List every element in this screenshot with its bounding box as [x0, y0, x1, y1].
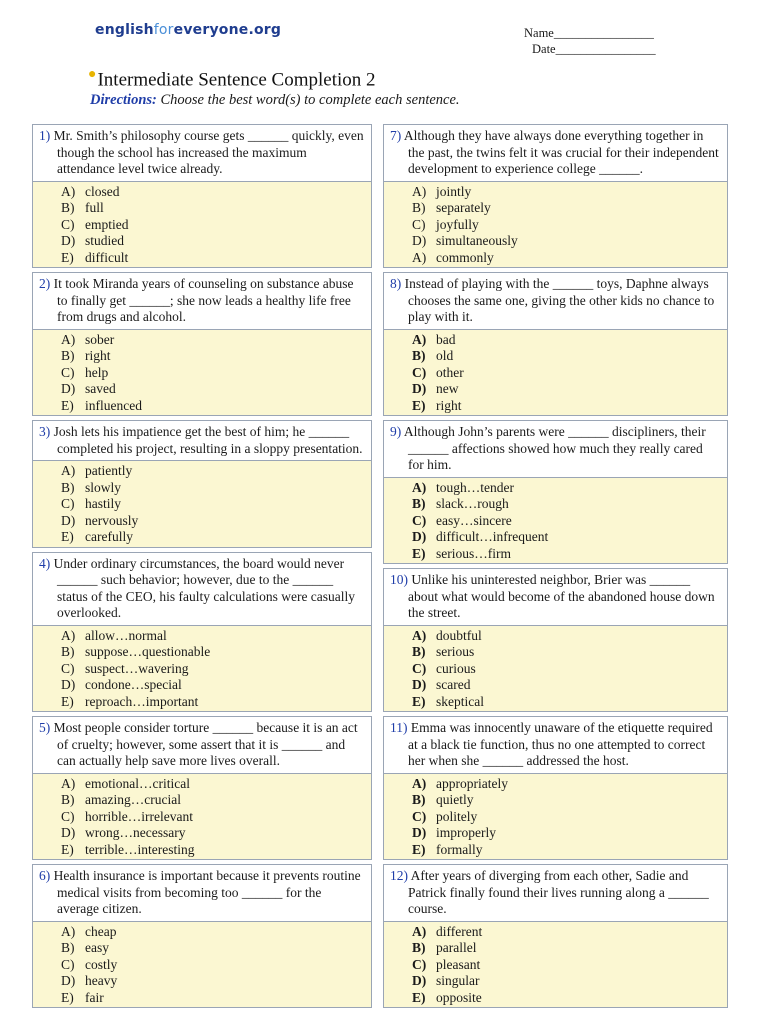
option-letter: A)	[412, 183, 427, 199]
directions-label: Directions:	[90, 92, 157, 108]
directions-text: Choose the best word(s) to complete each sentence.	[160, 92, 460, 108]
answer-option[interactable]	[61, 792, 365, 809]
answer-option[interactable]	[412, 217, 721, 234]
option-text: simultaneously	[436, 233, 518, 248]
answer-option[interactable]	[61, 463, 365, 480]
question-text	[384, 125, 727, 182]
left-column	[32, 124, 372, 1012]
title-text: Intermediate Sentence Completion 2	[97, 69, 376, 91]
option-letter: D)	[412, 677, 427, 692]
answer-option[interactable]	[61, 348, 365, 365]
option-letter: C)	[61, 364, 75, 380]
answer-option[interactable]	[412, 348, 721, 365]
option-letter: D)	[412, 233, 427, 248]
question-text	[384, 717, 727, 774]
answer-option[interactable]	[412, 842, 721, 859]
question-sentence: Emma was innocently unaware of the etiquette required at a black tie function, thus no one attempted to correct her when she ______ addressed the host.	[408, 720, 713, 768]
question-text	[384, 273, 727, 330]
question-text	[384, 421, 727, 478]
question-number: 4)	[39, 555, 51, 571]
answer-option[interactable]	[412, 694, 721, 711]
question-number: 1)	[39, 128, 51, 143]
option-text: improperly	[436, 825, 496, 840]
answer-option[interactable]	[61, 694, 365, 711]
option-text: separately	[436, 200, 491, 215]
question-sentence: Although John’s parents were ______ discipliners, their ______ affections showed how much they really cared for him.	[403, 424, 706, 472]
question-sentence: Mr. Smith’s philosophy course gets ______ quickly, even though the school has increased the maximum attendance level twice already.	[53, 128, 364, 176]
question-block	[32, 124, 372, 268]
option-letter: C)	[61, 216, 75, 232]
answer-option[interactable]	[61, 480, 365, 497]
question-text	[384, 865, 727, 922]
option-letter: D)	[61, 381, 76, 396]
answer-option[interactable]	[412, 381, 721, 398]
question-block	[383, 124, 728, 268]
option-letter: B)	[412, 940, 426, 955]
option-letter: B)	[61, 348, 75, 363]
answer-options	[33, 922, 371, 1008]
answer-option[interactable]	[61, 677, 365, 694]
option-letter: B)	[61, 792, 75, 807]
answer-option[interactable]	[412, 184, 721, 201]
answer-option[interactable]	[61, 990, 365, 1007]
answer-options	[384, 774, 727, 860]
option-text: easy…sincere	[436, 512, 512, 528]
option-letter: E)	[412, 397, 426, 413]
option-letter: D)	[412, 529, 427, 544]
question-number: 6)	[39, 868, 51, 883]
question-block	[383, 716, 728, 860]
question-block	[383, 864, 728, 1008]
option-letter: A)	[61, 923, 76, 939]
question-number: 5)	[39, 720, 51, 735]
option-text: easy	[85, 940, 109, 955]
question-number: 2)	[39, 276, 51, 291]
answer-option[interactable]	[412, 250, 721, 267]
question-sentence: Instead of playing with the ______ toys, Daphne always chooses the same one, giving the other kids no chance to play with it.	[404, 276, 715, 324]
answer-option[interactable]	[61, 332, 365, 349]
option-letter: A)	[61, 463, 76, 478]
option-letter: D)	[61, 973, 76, 988]
question-block	[32, 864, 372, 1008]
option-letter: C)	[412, 660, 427, 676]
question-block	[383, 272, 728, 416]
question-number: 3)	[39, 424, 51, 439]
option-text: politely	[436, 808, 478, 824]
question-sentence: Josh lets his impatience get the best of him; he ______ completed his project, resulting in a sloppy presentation.	[53, 424, 363, 456]
answer-option[interactable]	[412, 973, 721, 990]
option-text: cheap	[85, 923, 117, 939]
answer-option[interactable]	[412, 529, 721, 546]
answer-options	[33, 774, 371, 860]
answer-options	[33, 626, 371, 712]
answer-option[interactable]	[61, 398, 365, 415]
option-text: heavy	[85, 973, 118, 988]
option-text: difficult	[85, 249, 129, 265]
answer-option[interactable]	[61, 184, 365, 201]
question-sentence: Although they have always done everything together in the past, the twins felt it was crucial for their independent development to experience college ______.	[403, 128, 719, 176]
option-text: emptied	[85, 216, 129, 232]
answer-option[interactable]	[61, 957, 365, 974]
option-text: influenced	[85, 397, 142, 413]
option-letter: A)	[412, 775, 427, 791]
option-letter: B)	[61, 479, 75, 495]
question-block	[383, 568, 728, 712]
option-text: formally	[436, 841, 483, 857]
answer-option[interactable]	[412, 990, 721, 1007]
answer-option[interactable]	[61, 644, 365, 661]
option-letter: A)	[61, 331, 76, 347]
option-letter: B)	[61, 940, 75, 955]
answer-option[interactable]	[412, 792, 721, 809]
question-sentence: It took Miranda years of counseling on substance abuse to finally get ______; she now leads a healthy life free from drugs and alcohol.	[53, 276, 354, 324]
question-text	[33, 273, 371, 330]
answer-option[interactable]	[61, 513, 365, 530]
answer-option[interactable]	[412, 200, 721, 217]
answer-option[interactable]	[61, 809, 365, 826]
option-letter: A)	[412, 923, 427, 939]
option-letter: E)	[61, 529, 74, 544]
option-letter: A)	[412, 627, 427, 643]
option-text: nervously	[85, 512, 139, 528]
option-text: scared	[436, 677, 471, 692]
date-field: Date________________	[532, 42, 656, 56]
option-text: new	[436, 381, 459, 396]
option-letter: E)	[61, 249, 74, 265]
question-block	[32, 272, 372, 416]
option-text: difficult…infrequent	[436, 529, 549, 544]
option-text: serious	[436, 644, 475, 659]
right-column	[383, 124, 728, 1012]
option-text: saved	[85, 381, 116, 396]
option-letter: D)	[412, 825, 427, 840]
option-letter: B)	[61, 644, 75, 659]
option-letter: B)	[412, 792, 426, 807]
option-letter: E)	[412, 989, 426, 1005]
question-number: 12)	[390, 868, 408, 883]
answer-option[interactable]	[412, 661, 721, 678]
option-letter: C)	[412, 364, 427, 380]
answer-option[interactable]	[61, 825, 365, 842]
answer-option[interactable]	[412, 546, 721, 563]
answer-option[interactable]	[412, 513, 721, 530]
logo-part-for: for	[153, 22, 174, 38]
option-text: full	[85, 200, 104, 215]
answer-option[interactable]	[61, 776, 365, 793]
answer-option[interactable]	[412, 825, 721, 842]
answer-option[interactable]	[412, 776, 721, 793]
answer-option[interactable]	[61, 628, 365, 645]
option-letter: B)	[61, 200, 75, 215]
name-field: Name________________	[524, 26, 654, 40]
option-text: horrible…irrelevant	[85, 808, 193, 824]
option-letter: D)	[61, 512, 76, 528]
option-text: hastily	[85, 496, 121, 511]
option-letter: D)	[412, 973, 427, 988]
option-text: singular	[436, 973, 480, 988]
option-text: jointly	[436, 183, 472, 199]
option-letter: A)	[61, 775, 76, 791]
answer-option[interactable]	[412, 496, 721, 513]
option-text: joyfully	[436, 216, 479, 232]
answer-option[interactable]	[61, 217, 365, 234]
question-text	[33, 125, 371, 182]
answer-option[interactable]	[61, 200, 365, 217]
option-text: studied	[85, 233, 124, 248]
option-text: suspect…wavering	[85, 660, 189, 676]
option-letter: B)	[412, 644, 426, 659]
option-letter: E)	[412, 545, 426, 561]
question-number: 9)	[390, 424, 402, 439]
option-text: help	[85, 364, 109, 380]
option-text: patiently	[85, 463, 133, 478]
option-text: appropriately	[436, 775, 508, 791]
question-text	[33, 553, 371, 626]
option-letter: D)	[61, 233, 76, 248]
logo-part-everyone: everyone.org	[173, 22, 282, 38]
option-letter: A)	[61, 627, 76, 643]
answer-option[interactable]	[412, 365, 721, 382]
option-text: fair	[85, 989, 104, 1005]
site-logo	[95, 22, 281, 38]
option-letter: C)	[61, 660, 75, 676]
option-text: emotional…critical	[85, 775, 190, 791]
option-text: serious…firm	[436, 545, 511, 561]
answer-option[interactable]	[61, 496, 365, 513]
answer-options	[384, 330, 727, 416]
answer-option[interactable]	[412, 398, 721, 415]
option-letter: D)	[412, 381, 427, 396]
option-text: doubtful	[436, 627, 482, 643]
question-block	[32, 420, 372, 548]
answer-option[interactable]	[61, 381, 365, 398]
option-text: curious	[436, 660, 476, 676]
option-text: bad	[436, 331, 456, 347]
option-text: amazing…crucial	[85, 792, 181, 807]
question-block	[32, 552, 372, 713]
question-number: 8)	[390, 276, 402, 291]
option-letter: E)	[61, 841, 74, 857]
option-text: right	[85, 348, 111, 363]
option-text: slack…rough	[436, 496, 509, 511]
option-text: costly	[85, 956, 118, 972]
answer-options	[384, 182, 727, 268]
option-text: different	[436, 923, 483, 939]
question-block	[32, 716, 372, 860]
question-block	[383, 420, 728, 564]
option-letter: E)	[61, 397, 74, 413]
answer-option[interactable]	[412, 957, 721, 974]
answer-option[interactable]	[412, 628, 721, 645]
option-letter: D)	[61, 677, 76, 692]
option-text: wrong…necessary	[85, 825, 186, 840]
logo-part-english: english	[95, 22, 154, 38]
option-text: condone…special	[85, 677, 182, 692]
answer-option[interactable]	[412, 924, 721, 941]
answer-options	[33, 461, 371, 547]
bullet-dot-icon: ●	[88, 67, 97, 82]
question-text	[33, 421, 371, 461]
question-number: 7)	[390, 128, 402, 143]
option-text: quietly	[436, 792, 474, 807]
option-letter: E)	[412, 841, 426, 857]
option-text: commonly	[436, 249, 494, 265]
answer-option[interactable]	[61, 250, 365, 267]
question-text	[384, 569, 727, 626]
option-text: skeptical	[436, 693, 484, 709]
question-number: 10)	[390, 572, 408, 587]
option-letter: A)	[61, 183, 76, 199]
option-text: reproach…important	[85, 693, 199, 709]
question-sentence: Under ordinary circumstances, the board would never ______ such behavior; however, due to the ______ status of the CEO, his faulty calculations were casually overlooked.	[53, 555, 356, 620]
answer-options	[33, 330, 371, 416]
question-text	[33, 865, 371, 922]
option-text: tough…tender	[436, 479, 514, 495]
worksheet-title	[88, 67, 376, 91]
question-number: 11)	[390, 720, 408, 735]
option-letter: B)	[412, 348, 426, 363]
option-text: opposite	[436, 989, 482, 1005]
option-letter: A)	[412, 331, 427, 347]
option-letter: C)	[61, 808, 75, 824]
option-text: carefully	[85, 529, 133, 544]
option-text: slowly	[85, 479, 122, 495]
option-letter: B)	[412, 200, 426, 215]
answer-options	[33, 182, 371, 268]
option-text: parallel	[436, 940, 477, 955]
answer-option[interactable]	[61, 924, 365, 941]
option-letter: C)	[61, 956, 75, 972]
option-letter: E)	[61, 693, 74, 709]
question-sentence: Unlike his uninterested neighbor, Brier was ______ about what would become of the abandoned house down the street.	[408, 572, 715, 620]
option-letter: C)	[61, 496, 75, 511]
answer-option[interactable]	[61, 233, 365, 250]
option-letter: A)	[412, 249, 427, 265]
option-letter: C)	[412, 216, 426, 232]
option-text: sober	[85, 331, 115, 347]
answer-option[interactable]	[412, 332, 721, 349]
option-text: old	[436, 348, 454, 363]
directions	[90, 92, 460, 109]
option-text: suppose…questionable	[85, 644, 211, 659]
option-letter: E)	[412, 693, 426, 709]
option-text: right	[436, 397, 462, 413]
option-letter: B)	[412, 496, 426, 511]
answer-option[interactable]	[61, 842, 365, 859]
answer-option[interactable]	[61, 529, 365, 546]
answer-option[interactable]	[61, 973, 365, 990]
option-letter: A)	[412, 479, 427, 495]
question-sentence: Most people consider torture ______ because it is an act of cruelty; however, some assert that it is ______ and can actually help save more lives overall.	[53, 720, 358, 768]
question-sentence: After years of diverging from each other, Sadie and Patrick finally found their lives running along a ______ course.	[408, 868, 709, 916]
option-text: other	[436, 364, 464, 380]
option-letter: D)	[61, 825, 76, 840]
answer-option[interactable]	[412, 233, 721, 250]
question-text	[33, 717, 371, 774]
answer-option[interactable]	[412, 480, 721, 497]
answer-option[interactable]	[412, 809, 721, 826]
answer-options	[384, 478, 727, 564]
answer-options	[384, 626, 727, 712]
option-text: allow…normal	[85, 627, 167, 643]
answer-option[interactable]	[61, 365, 365, 382]
answer-option[interactable]	[412, 677, 721, 694]
answer-option[interactable]	[412, 940, 721, 957]
option-text: pleasant	[436, 956, 481, 972]
answer-option[interactable]	[412, 644, 721, 661]
answer-options	[384, 922, 727, 1008]
option-letter: C)	[412, 512, 427, 528]
question-sentence: Health insurance is important because it prevents routine medical visits from becoming too ______ for the average citizen.	[53, 868, 361, 916]
option-letter: C)	[412, 808, 427, 824]
answer-option[interactable]	[61, 940, 365, 957]
option-text: closed	[85, 183, 120, 199]
answer-option[interactable]	[61, 661, 365, 678]
name-date-block	[524, 25, 656, 57]
option-letter: E)	[61, 989, 74, 1005]
option-text: terrible…interesting	[85, 841, 195, 857]
option-letter: C)	[412, 956, 427, 972]
